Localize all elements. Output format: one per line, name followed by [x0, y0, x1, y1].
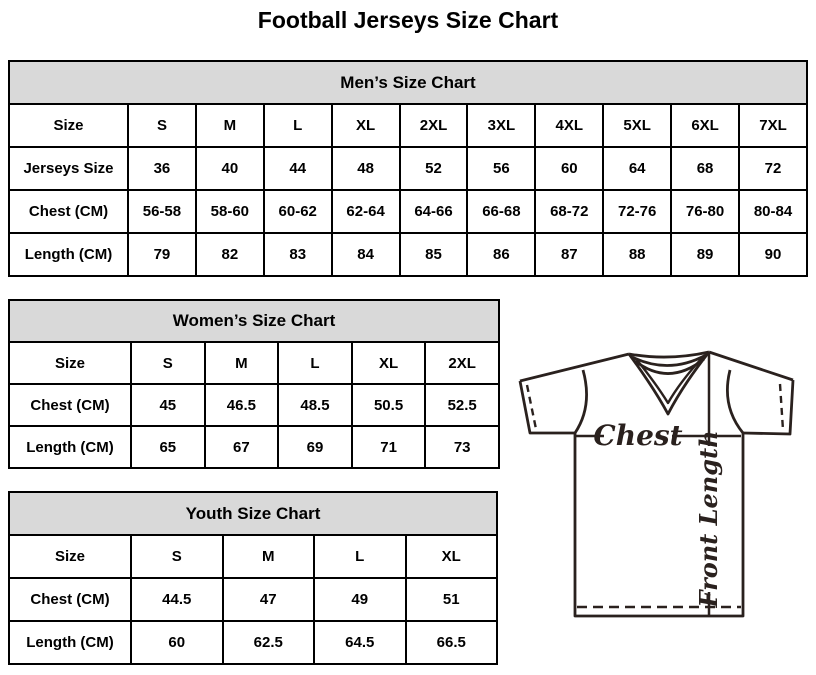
cell: 58-60: [196, 190, 264, 233]
cell: 89: [671, 233, 739, 276]
cell: 3XL: [467, 104, 535, 147]
table-row: [9, 621, 497, 664]
cell: L: [264, 104, 332, 147]
cell: 44: [264, 147, 332, 190]
cell: 36: [128, 147, 196, 190]
cell: 85: [400, 233, 468, 276]
cell: 64.5: [314, 621, 406, 664]
cell: 66-68: [467, 190, 535, 233]
row-label: Length (CM): [9, 233, 128, 276]
table-header-row: [9, 300, 499, 342]
cell: 88: [603, 233, 671, 276]
cell: 6XL: [671, 104, 739, 147]
youth-size-table: [8, 491, 498, 665]
cell: L: [278, 342, 352, 384]
cell: 52.5: [425, 384, 499, 426]
cell: 60-62: [264, 190, 332, 233]
cell: S: [131, 535, 223, 578]
cell: 67: [205, 426, 279, 468]
row-label: Jerseys Size: [9, 147, 128, 190]
page-title: Football Jerseys Size Chart: [257, 7, 559, 33]
cell: 50.5: [352, 384, 426, 426]
cell: 62.5: [223, 621, 315, 664]
table-row: [9, 578, 497, 621]
front-length-label: Front Length: [694, 430, 723, 608]
cell: 68-72: [535, 190, 603, 233]
cell: 66.5: [406, 621, 498, 664]
cell: XL: [332, 104, 400, 147]
cell: 84: [332, 233, 400, 276]
cell: 82: [196, 233, 264, 276]
cell: 72-76: [603, 190, 671, 233]
cell: 64-66: [400, 190, 468, 233]
cell: S: [128, 104, 196, 147]
cell: 5XL: [603, 104, 671, 147]
table-title: Youth Size Chart: [9, 492, 497, 535]
jersey-neck-top-line: [629, 352, 709, 357]
jersey-right-shoulder: [709, 352, 793, 380]
table-title: Men’s Size Chart: [9, 61, 807, 104]
cell: 2XL: [425, 342, 499, 384]
cell: 56: [467, 147, 535, 190]
table-row: [9, 426, 499, 468]
cell: 56-58: [128, 190, 196, 233]
cell: 2XL: [400, 104, 468, 147]
cell: 62-64: [332, 190, 400, 233]
table-row: [9, 104, 807, 147]
cell: 76-80: [671, 190, 739, 233]
row-label: Chest (CM): [9, 578, 131, 621]
jersey-left-armhole: [575, 370, 587, 433]
cell: 72: [739, 147, 807, 190]
row-label: Chest (CM): [9, 190, 128, 233]
jersey-right-armhole: [727, 370, 743, 433]
cell: 40: [196, 147, 264, 190]
cell: 90: [739, 233, 807, 276]
cell: M: [205, 342, 279, 384]
table-title: Women’s Size Chart: [9, 300, 499, 342]
table-header-row: [9, 61, 807, 104]
mens-size-table: [8, 60, 808, 277]
cell: 69: [278, 426, 352, 468]
jersey-right-sleeve: [743, 380, 793, 434]
cell: 71: [352, 426, 426, 468]
cell: 4XL: [535, 104, 603, 147]
table-row: [9, 147, 807, 190]
cell: L: [314, 535, 406, 578]
cell: 60: [131, 621, 223, 664]
cell: 87: [535, 233, 603, 276]
row-label: Chest (CM): [9, 384, 131, 426]
cell: 80-84: [739, 190, 807, 233]
row-label: Size: [9, 535, 131, 578]
cell: 79: [128, 233, 196, 276]
cell: 64: [603, 147, 671, 190]
cell: 49: [314, 578, 406, 621]
row-label: Length (CM): [9, 426, 131, 468]
womens-size-table: [8, 299, 500, 469]
cell: 52: [400, 147, 468, 190]
cell: 45: [131, 384, 205, 426]
cell: M: [196, 104, 264, 147]
cell: 86: [467, 233, 535, 276]
cell: 48.5: [278, 384, 352, 426]
cell: 73: [425, 426, 499, 468]
cell: 83: [264, 233, 332, 276]
cell: 68: [671, 147, 739, 190]
table-row: [9, 384, 499, 426]
cell: 60: [535, 147, 603, 190]
row-label: Length (CM): [9, 621, 131, 664]
cell: 44.5: [131, 578, 223, 621]
table-header-row: [9, 492, 497, 535]
table-row: [9, 342, 499, 384]
cell: XL: [406, 535, 498, 578]
cell: 48: [332, 147, 400, 190]
cell: XL: [352, 342, 426, 384]
chest-label: Chest: [593, 419, 683, 452]
cell: S: [131, 342, 205, 384]
cell: 47: [223, 578, 315, 621]
cell: 7XL: [739, 104, 807, 147]
table-row: [9, 535, 497, 578]
row-label: Size: [9, 342, 131, 384]
cell: 65: [131, 426, 205, 468]
jersey-measurement-diagram: [508, 333, 808, 625]
cell: 46.5: [205, 384, 279, 426]
row-label: Size: [9, 104, 128, 147]
jersey-left-shoulder: [520, 354, 629, 381]
jersey-right-sleeve-seam-dashed: [780, 384, 783, 430]
table-row: [9, 233, 807, 276]
cell: 51: [406, 578, 498, 621]
cell: M: [223, 535, 315, 578]
table-row: [9, 190, 807, 233]
